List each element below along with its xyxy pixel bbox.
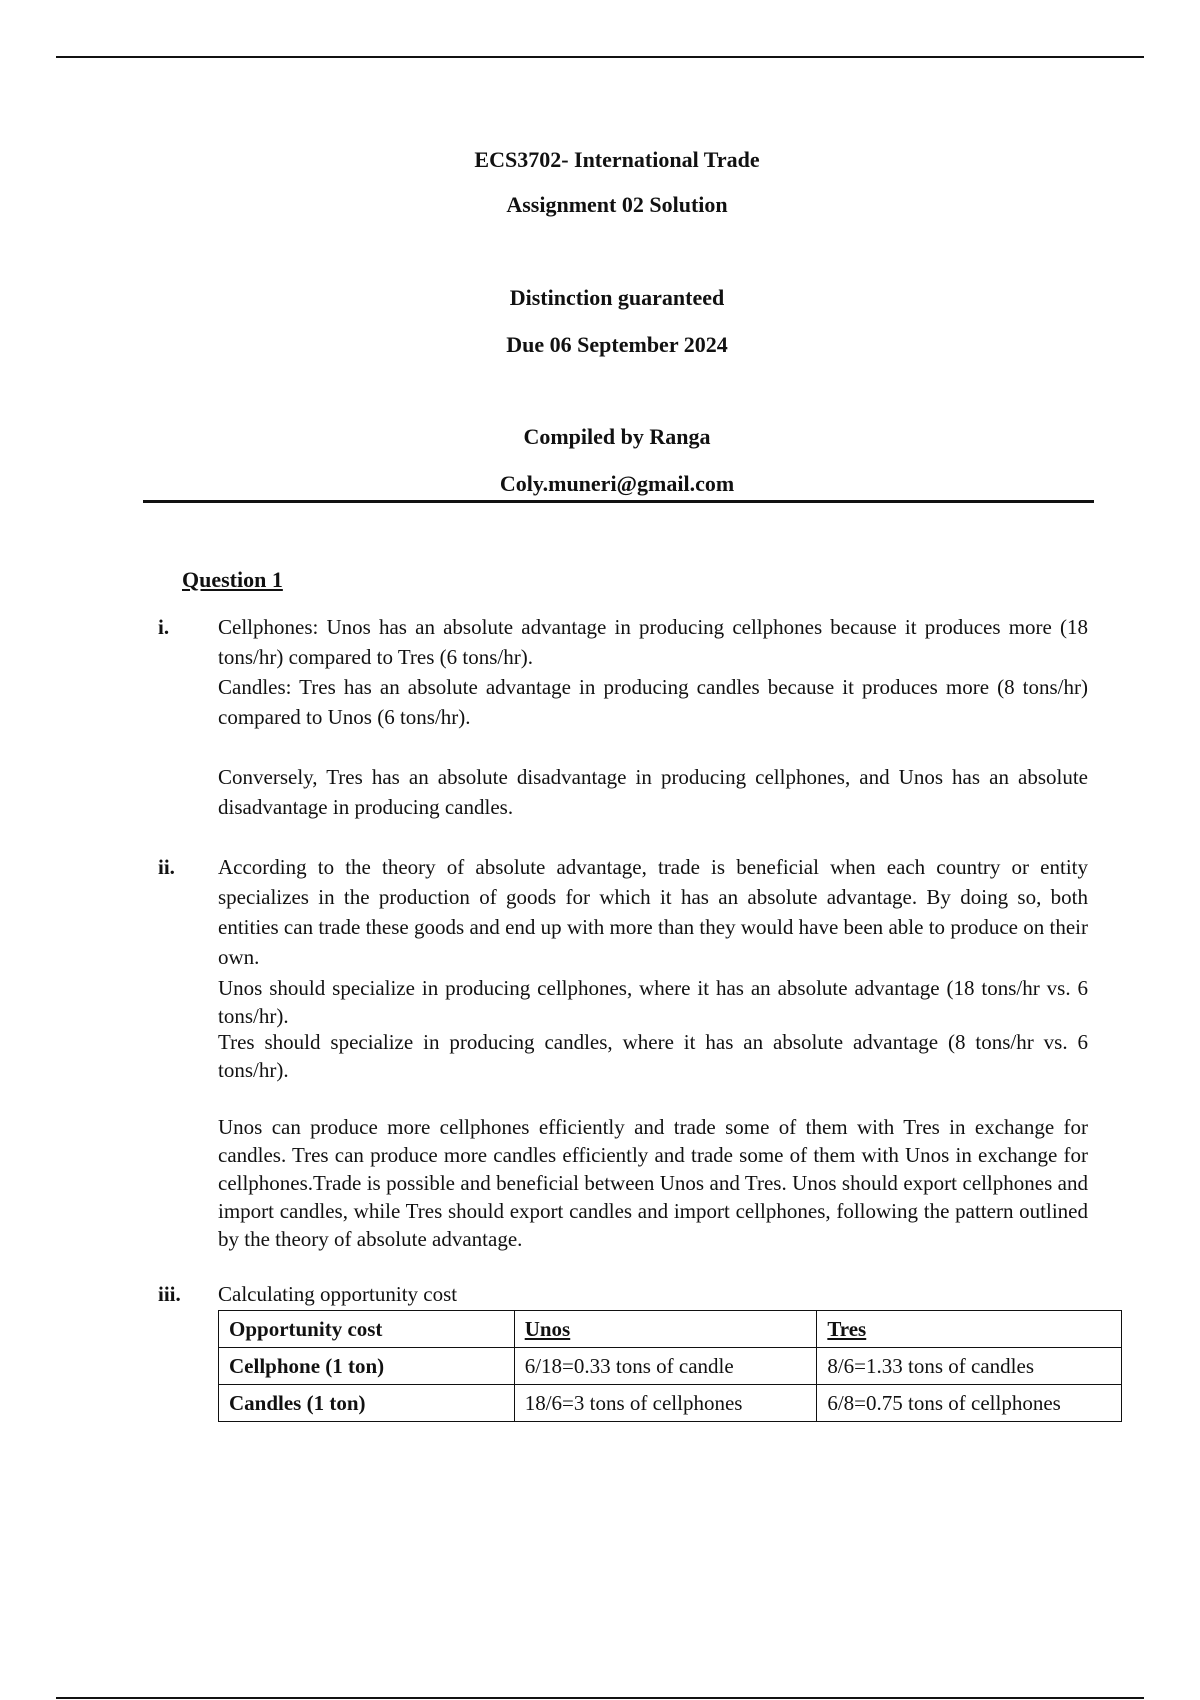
bottom-divider [56,1697,1144,1699]
paragraph-trade-pattern: Unos can produce more cellphones efficiently and trade some of them with Tres in exchange for candles. Tres can produce more candles efficiently and trade some of them with Unos in exchange for cellphones.Trade is possible and beneficial between Unos and Tres. Unos should export cellphones and import candles, while Tres should export candles and import cellphones, following the pattern outlined by the theory of absolute advantage. [218,1115,1088,1251]
table-header-cell: Opportunity cost [219,1311,515,1348]
item-marker-ii: ii. [158,855,175,879]
paragraph-unos-specialize: Unos should specialize in producing cellphones, where it has an absolute advantage (18 tons/hr vs. 6 tons/hr). [218,976,1088,1028]
table-header-cell: Tres [817,1311,1122,1348]
header-divider [143,500,1094,503]
compiled-by: Compiled by Ranga [523,424,711,449]
table-row [219,1348,1122,1385]
paragraph-conversely: Conversely, Tres has an absolute disadvantage in producing cellphones, and Unos has an absolute disadvantage in producing candles. [218,765,1088,819]
item-marker-i: i. [158,615,170,639]
top-divider [56,56,1144,58]
paragraph-cellphones: Cellphones: Unos has an absolute advantage in producing cellphones because it produces more (18 tons/hr) compared to Tres (6 tons/hr). [218,615,1088,669]
table-cell: 6/18=0.33 tons of candle [514,1348,817,1385]
table-header-cell: Unos [514,1311,817,1348]
table-header-row [219,1311,1122,1348]
table-cell: 8/6=1.33 tons of candles [817,1348,1122,1385]
table-row [219,1385,1122,1422]
paragraph-opportunity-intro: Calculating opportunity cost [218,1282,458,1306]
paragraph-theory: According to the theory of absolute advantage, trade is beneficial when each country or entity specializes in the production of goods for which it has an absolute advantage. By doing so, both entities can trade these goods and end up with more than they would have been able to produce on their own. [218,855,1088,969]
opportunity-cost-table [218,1310,1122,1422]
course-title: ECS3702- International Trade [474,147,760,172]
due-date: Due 06 September 2024 [506,332,728,357]
tagline: Distinction guaranteed [509,285,725,310]
table-row-label: Cellphone (1 ton) [219,1348,515,1385]
assignment-title: Assignment 02 Solution [506,192,728,217]
item-marker-iii: iii. [158,1282,181,1306]
table-row-label: Candles (1 ton) [219,1385,515,1422]
table-cell: 18/6=3 tons of cellphones [514,1385,817,1422]
paragraph-tres-specialize: Tres should specialize in producing candles, where it has an absolute advantage (8 tons/hr vs. 6 tons/hr). [218,1030,1088,1082]
author-email: Coly.muneri@gmail.com [499,471,735,496]
paragraph-candles: Candles: Tres has an absolute advantage in producing candles because it produces more (8 tons/hr) compared to Unos (6 tons/hr). [218,675,1088,729]
question-heading: Question 1 [182,567,283,592]
table-cell: 6/8=0.75 tons of cellphones [817,1385,1122,1422]
